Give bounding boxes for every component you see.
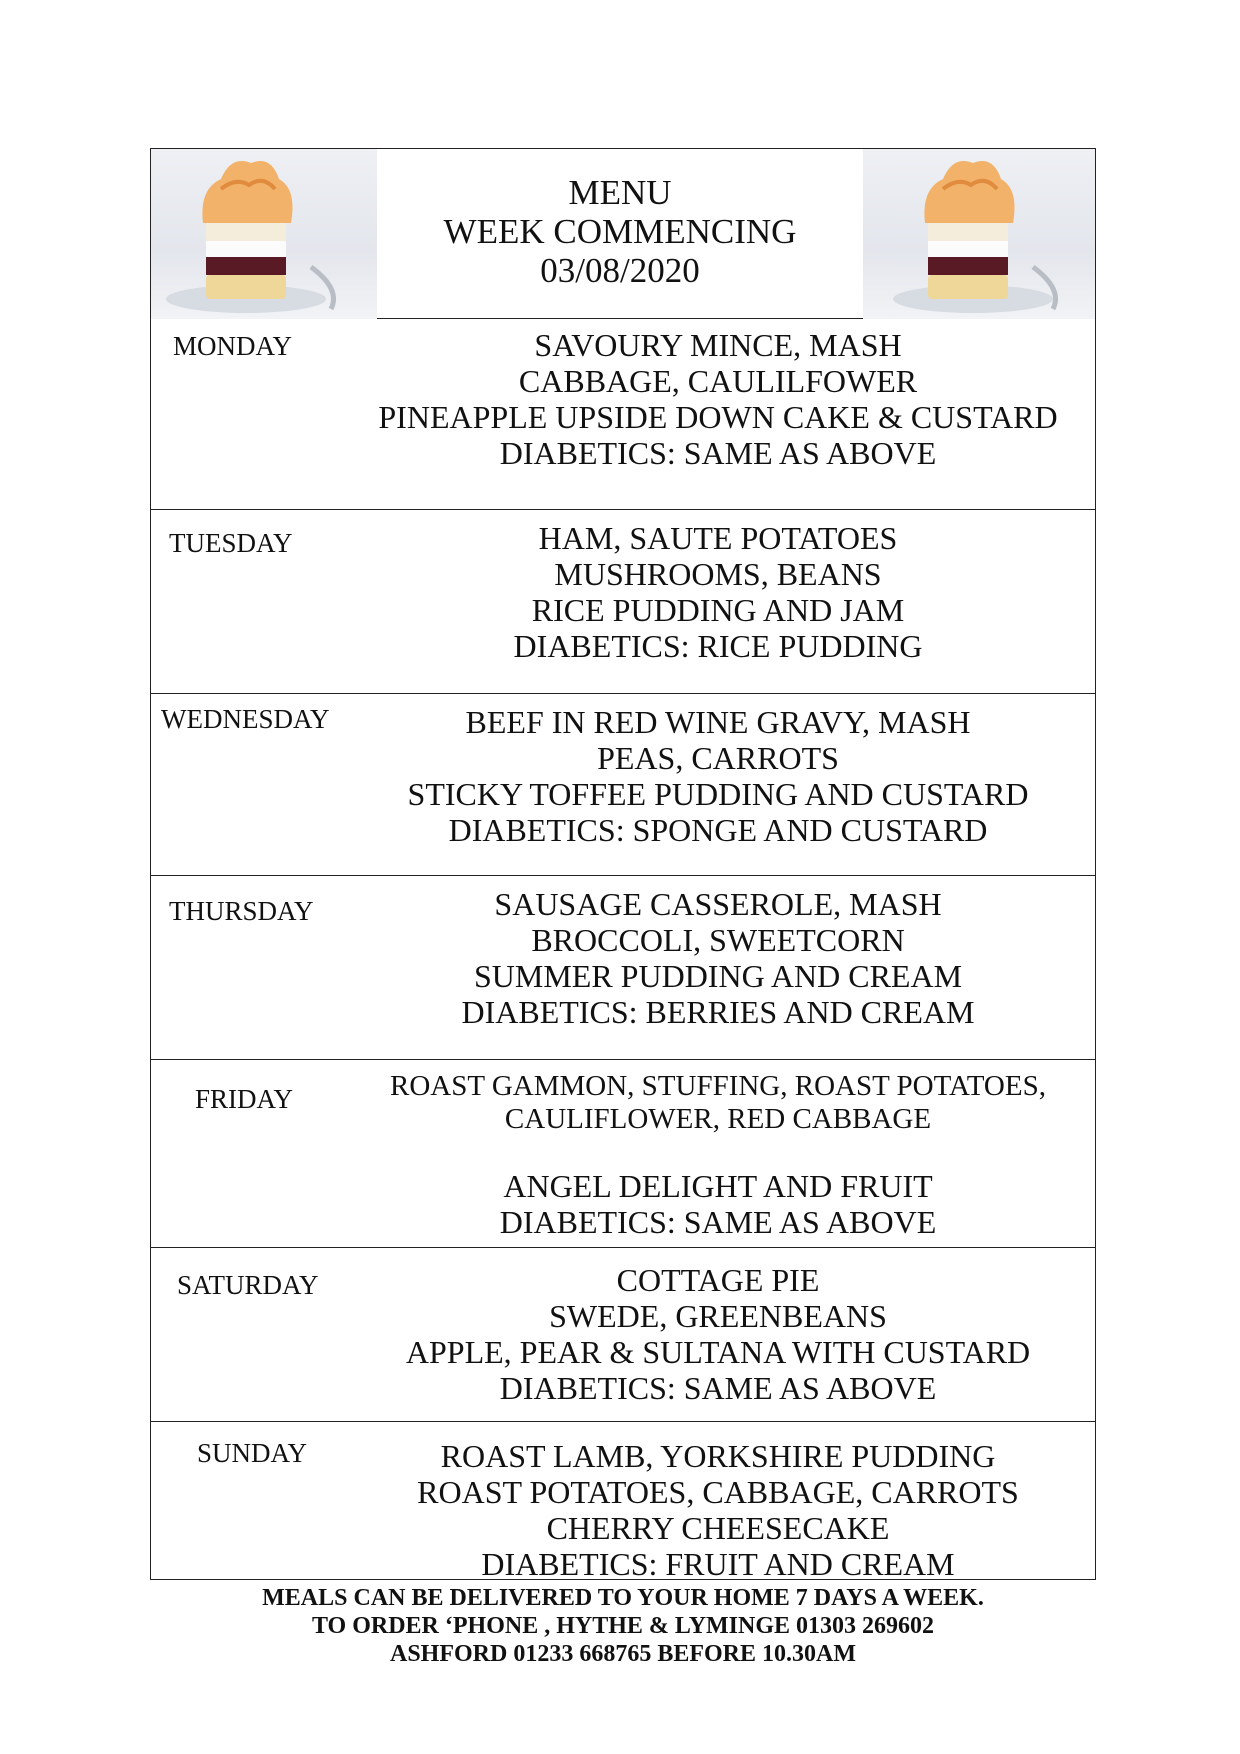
vegetables: MUSHROOMS, BEANS	[554, 556, 882, 592]
day-row-monday	[151, 319, 1095, 509]
menu-items	[341, 704, 1095, 848]
day-row-sunday	[151, 1421, 1095, 1581]
day-label: SATURDAY	[177, 1270, 319, 1300]
dessert: APPLE, PEAR & SULTANA WITH CUSTARD	[405, 1334, 1031, 1370]
diabetic-option: DIABETICS: SAME AS ABOVE	[499, 1370, 937, 1406]
menu-items	[341, 520, 1095, 664]
diabetic-option: DIABETICS: BERRIES AND CREAM	[461, 994, 975, 1030]
vegetables: BROCCOLI, SWEETCORN	[531, 922, 905, 958]
dessert: SUMMER PUDDING AND CREAM	[473, 958, 963, 994]
dessert-cup-icon	[863, 149, 1095, 319]
menu-table	[150, 148, 1096, 1580]
day-row-wednesday	[151, 693, 1095, 875]
menu-items	[341, 327, 1095, 471]
dessert-cup-icon	[151, 149, 377, 319]
day-label: FRIDAY	[195, 1084, 294, 1114]
vegetables: CABBAGE, CAULILFOWER	[518, 363, 918, 399]
main-dish: SAVOURY MINCE, MASH	[534, 327, 902, 363]
title-menu: MENU	[568, 173, 672, 212]
diabetic-option: DIABETICS: FRUIT AND CREAM	[481, 1546, 955, 1582]
spacer	[341, 1136, 1095, 1168]
main-dish: ROAST GAMMON, STUFFING, ROAST POTATOES,	[390, 1070, 1046, 1102]
day-label: SUNDAY	[197, 1438, 308, 1468]
menu-header	[151, 149, 1095, 319]
dessert: STICKY TOFFEE PUDDING AND CUSTARD	[407, 776, 1029, 812]
diabetic-option: DIABETICS: SAME AS ABOVE	[499, 1204, 937, 1240]
delivery-line: MEALS CAN BE DELIVERED TO YOUR HOME 7 DAYS A WEEK.	[262, 1585, 984, 1611]
menu-items	[341, 1262, 1095, 1406]
menu-items	[341, 1438, 1095, 1582]
dessert: PINEAPPLE UPSIDE DOWN CAKE & CUSTARD	[378, 399, 1058, 435]
day-row-thursday	[151, 875, 1095, 1059]
vegetables: SWEDE, GREENBEANS	[549, 1298, 887, 1334]
diabetic-option: DIABETICS: SAME AS ABOVE	[499, 435, 937, 471]
title-week-commencing: WEEK COMMENCING	[443, 212, 797, 251]
main-dish: HAM, SAUTE POTATOES	[538, 520, 898, 556]
day-row-tuesday	[151, 509, 1095, 693]
vegetables: ROAST POTATOES, CABBAGE, CARROTS	[417, 1474, 1019, 1510]
day-label: TUESDAY	[169, 528, 293, 558]
main-dish: BEEF IN RED WINE GRAVY, MASH	[465, 704, 971, 740]
day-label: THURSDAY	[169, 896, 314, 926]
menu-items	[341, 1070, 1095, 1240]
main-dish: COTTAGE PIE	[616, 1262, 820, 1298]
menu-items	[341, 886, 1095, 1030]
dessert: RICE PUDDING AND JAM	[531, 592, 905, 628]
diabetic-option: DIABETICS: RICE PUDDING	[513, 628, 923, 664]
ashford-phone-line: ASHFORD 01233 668765 BEFORE 10.30AM	[389, 1641, 856, 1667]
diabetic-option: DIABETICS: SPONGE AND CUSTARD	[448, 812, 988, 848]
menu-title	[377, 149, 863, 319]
vegetables: PEAS, CARROTS	[597, 740, 839, 776]
order-phone-line: TO ORDER ‘PHONE , HYTHE & LYMINGE 01303 269602	[311, 1613, 935, 1639]
day-row-friday	[151, 1059, 1095, 1247]
day-label: WEDNESDAY	[161, 704, 330, 734]
main-dish: ROAST LAMB, YORKSHIRE PUDDING	[440, 1438, 996, 1474]
main-dish: SAUSAGE CASSEROLE, MASH	[494, 886, 942, 922]
day-label: MONDAY	[173, 331, 293, 361]
title-date: 03/08/2020	[540, 251, 700, 290]
delivery-info	[150, 1584, 1096, 1668]
dessert: CHERRY CHEESECAKE	[546, 1510, 890, 1546]
dessert: ANGEL DELIGHT AND FRUIT	[503, 1168, 933, 1204]
vegetables: CAULIFLOWER, RED CABBAGE	[504, 1103, 932, 1135]
day-row-saturday	[151, 1247, 1095, 1421]
